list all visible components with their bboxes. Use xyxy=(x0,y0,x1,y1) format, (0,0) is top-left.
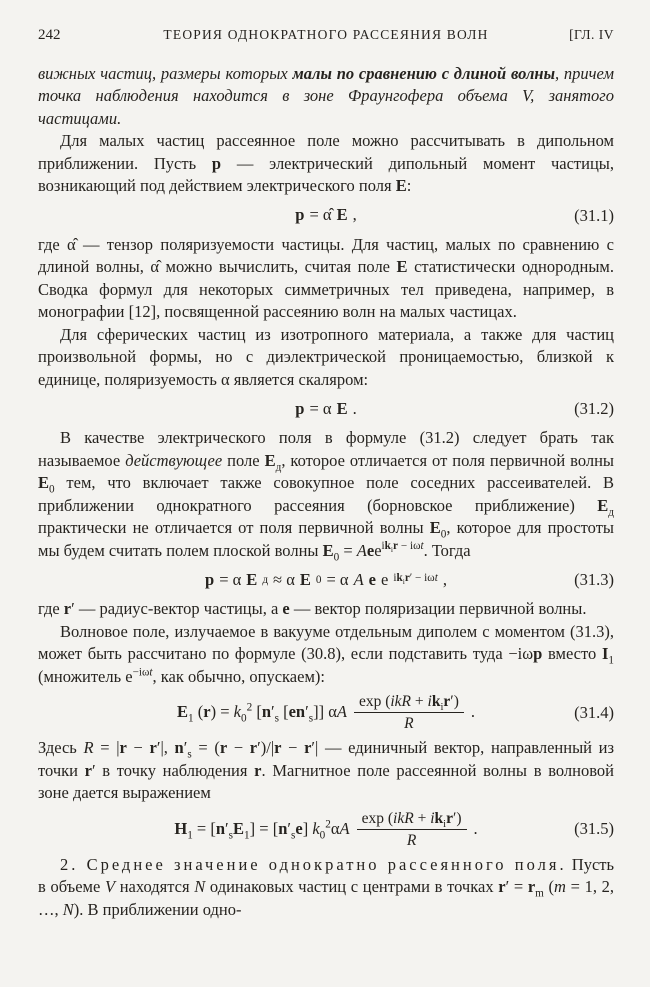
fraction xyxy=(354,692,464,733)
paragraph-text: Пусть в объеме V находятся N одинаковых частиц с центрами в точках $r' = r_m$ (m = 1, 2, …, N). В приближении одно- xyxy=(38,854,614,919)
equation-number: (31.5) xyxy=(574,818,614,838)
section-heading: 2. Среднее значение однократно рассеянного поля. xyxy=(60,854,567,874)
equation-31-1 xyxy=(38,202,614,230)
fraction-numerator: $\exp (ikR + ik_ir')$ xyxy=(354,692,464,713)
page-body xyxy=(38,63,614,922)
paragraph: Волновое поле, излучаемое в вакууме отдельным диполем с моментом (31.3), может быть рассчитано по формуле (30.8), если подставить туда −iωp вместо $I_1$ (множитель $e^{-i\omega t}$, как обычно, опускаем): xyxy=(38,621,614,686)
page-number: 242 xyxy=(38,27,61,43)
chapter-label: [ГЛ. IV xyxy=(569,27,614,42)
paragraph: Здесь R = |r − r′|, $n'_s = (r - r')/|r - r'|$ — единичный вектор, направленный из точки r′ в точку наблюдения r. Магнитное поле рассеянной волны в волновой зоне дается выражением xyxy=(38,738,615,802)
equation-suffix: . xyxy=(473,818,478,838)
equation-body xyxy=(177,692,475,733)
equation-body: p = α E д ≈ α E 0 = α A e e $ik_ir' - i\omega t$ , xyxy=(205,569,447,589)
equation-prefix: $H_1 = [n'_sE_1] = [n'_se]$ $k_0^2\alpha A$ xyxy=(174,818,350,842)
equation-number: (31.4) xyxy=(574,702,614,722)
running-title: ТЕОРИЯ ОДНОКРАТНОГО РАССЕЯНИЯ ВОЛН xyxy=(163,27,489,42)
paragraph: Для малых частиц рассеянное поле можно рассчитывать в дипольном приближении. Пусть p — электрический дипольный момент частицы, возникающий под действием электрического поля E: xyxy=(38,131,614,195)
paragraph: В качестве электрического поля в формуле (31.2) следует брать так называемое действующее поле $E_д$, которое отличается от поля первичной волны $E_0$ тем, что включает также совокупное поле соседних рассеивателей. В приближении однократного рассеяния (борновское приближение) $E_д$ практически не отличается от поля первичной волны $E_0$, которое для простоты мы будем считать полем плоской волны $E_0 = Aee^{ik_ir - i\omega t}$. Тогда xyxy=(38,428,615,563)
paragraph: Для сферических частиц из изотропного материала, а также для частиц произвольной формы, но с диэлектрической проницаемостью, близкой к единице, поляризуемость α является скаляром: xyxy=(38,324,614,389)
equation-31-4 xyxy=(38,692,614,733)
equation-number: (31.3) xyxy=(574,569,614,589)
paragraph-section-2 xyxy=(38,854,614,922)
equation-number: (31.1) xyxy=(574,205,614,225)
equation-31-5 xyxy=(38,809,614,850)
equation-body: p = α̂ E , xyxy=(295,205,357,225)
fraction xyxy=(357,809,467,850)
equation-prefix: $E_1$ $(r) = k_0^2$ [$n'_s$ $[en'_s]$] αA xyxy=(177,701,347,725)
equation-number: (31.2) xyxy=(574,398,614,418)
paragraph: где r′ — радиус-вектор частицы, а e — вектор поляризации первичной волны. xyxy=(38,599,587,618)
equation-31-3 xyxy=(38,566,614,594)
fraction-denominator: R xyxy=(406,831,417,849)
running-header xyxy=(38,24,614,47)
paragraph: где α̂ — тензор поляризуемости частицы. Для частиц, малых по сравнению с длиной волны, α̂ можно вычислить, считая поле E статистически однородным. Сводка формул для некоторых симметричных тел приведена, например, в монографии [12], посвященной рассеянию волн на малых частицах. xyxy=(38,234,614,321)
equation-31-2 xyxy=(38,395,614,423)
fraction-numerator: $\exp (ikR + ik_ir')$ xyxy=(357,809,467,830)
fraction-denominator: R xyxy=(404,715,414,732)
equation-body xyxy=(174,809,477,850)
equation-suffix: . xyxy=(470,702,475,722)
equation-body: p = α E . xyxy=(295,398,357,418)
paragraph-continuation: вижных частиц, размеры которых малы по сравнению с длиной волны, причем точка наблюдения находится в зоне Фраунгофера объема V, занятого частицами. xyxy=(38,63,614,128)
